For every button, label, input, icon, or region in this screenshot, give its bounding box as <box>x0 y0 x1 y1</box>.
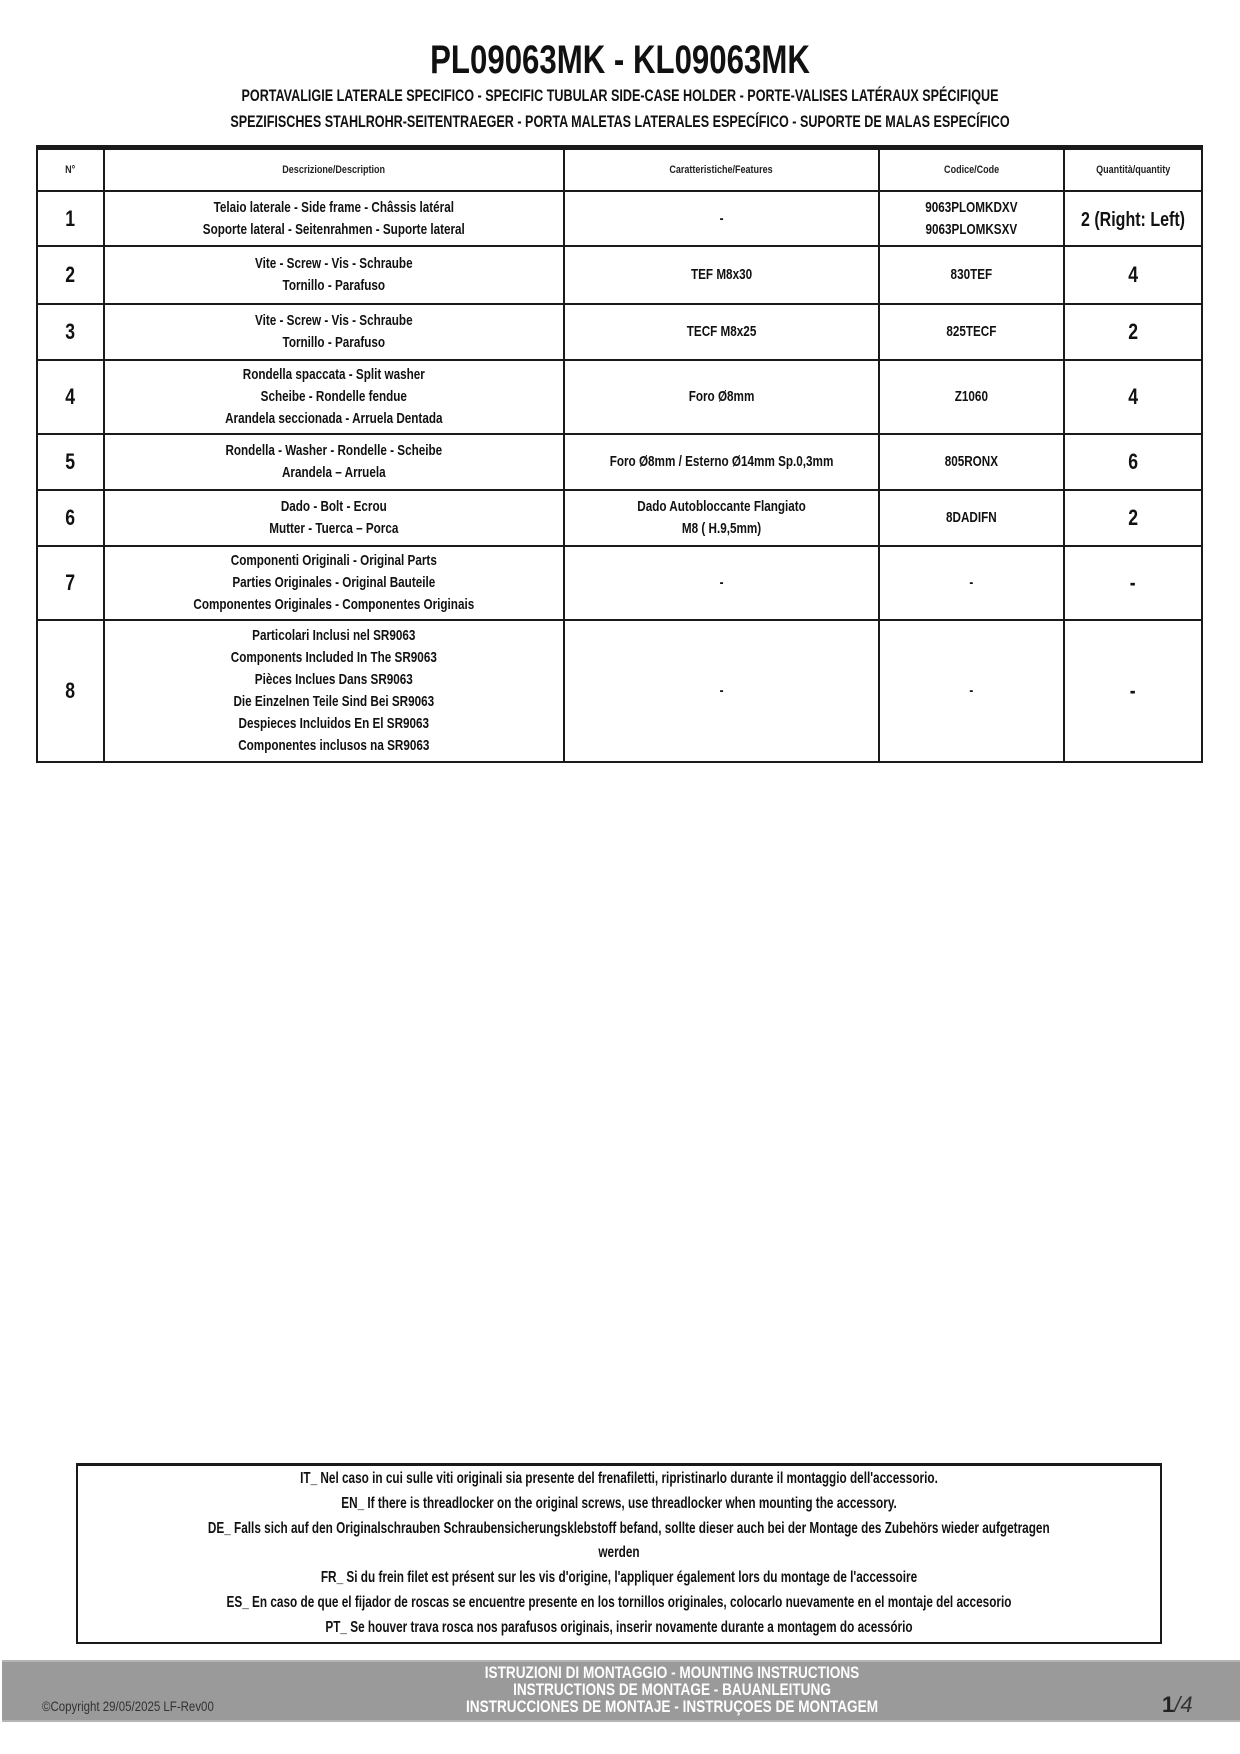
cell-description <box>104 360 564 434</box>
table-row <box>37 191 1202 246</box>
table-row <box>37 246 1202 304</box>
code-line: 805RONX <box>944 453 998 470</box>
description-line: Pièces Inclues Dans SR9063 <box>254 671 413 688</box>
table-row <box>37 304 1202 360</box>
table-row <box>37 490 1202 546</box>
document-subtitle-2: SPEZIFISCHES STAHLROHR-SEITENTRAEGER - PORTA MALETAS LATERALES ESPECÍFICO - SUPORTE DE MALAS ESPECÍFICO <box>230 112 1010 131</box>
note-de: DE_ Falls sich auf den Originalschrauben Schraubensicherungsklebstoff befand, sollte dieser auch bei der Montage des Zubehörs wieder aufgetragen <box>207 1520 1050 1537</box>
description-line: Dado - Bolt - Ecrou <box>280 498 387 515</box>
table-header-row <box>37 148 1202 192</box>
note-pt: PT_ Se houver trava rosca nos parafusos originais, inserir novamente durante a montagem do acessório <box>325 1619 913 1636</box>
page-number <box>1162 1692 1193 1718</box>
cell-quantity <box>1064 490 1202 546</box>
cell-code <box>879 360 1064 434</box>
cell-quantity <box>1064 246 1202 304</box>
description-line: Tornillo - Parafuso <box>282 277 386 294</box>
cell-description <box>104 191 564 246</box>
cell-description <box>104 490 564 546</box>
note-it: IT_ Nel caso in cui sulle viti originali sia presente del frenafiletti, ripristinarlo durante il montaggio dell'accessorio. <box>300 1470 938 1487</box>
note-es: ES_ En caso de que el fijador de roscas se encuentre presente en los tornillos originales, colocarlo nuevamente en el montaje del accesorio <box>226 1594 1012 1611</box>
table-row <box>37 620 1202 762</box>
description-line: Mutter - Tuerca – Porca <box>269 520 399 537</box>
cell-num <box>37 620 104 762</box>
item-number: 6 <box>65 505 76 530</box>
header-quantity: Quantità/quantity <box>1064 148 1202 192</box>
item-number: 4 <box>65 384 76 409</box>
page-current: 1 <box>1162 1692 1175 1717</box>
description-line: Rondella - Washer - Rondelle - Scheibe <box>225 442 443 459</box>
cell-code <box>879 191 1064 246</box>
cell-quantity <box>1064 434 1202 490</box>
description-line: Telaio laterale - Side frame - Châssis latéral <box>213 198 455 216</box>
cell-quantity <box>1064 546 1202 620</box>
description-line: Componenti Originali - Original Parts <box>230 552 437 569</box>
description-line: Arandela seccionada - Arruela Dentada <box>225 410 443 427</box>
description-line: Parties Originales - Original Bauteile <box>232 574 436 591</box>
cell-num <box>37 304 104 360</box>
item-number: 7 <box>65 570 76 595</box>
features-line: Dado Autobloccante Flangiato <box>636 498 806 515</box>
description-line: Die Einzelnen Teile Sind Bei SR9063 <box>233 693 435 710</box>
description-line: Particolari Inclusi nel SR9063 <box>252 627 416 644</box>
cell-description <box>104 620 564 762</box>
cell-quantity <box>1064 304 1202 360</box>
description-line: Tornillo - Parafuso <box>282 334 386 351</box>
item-quantity: 2 <box>1127 505 1138 530</box>
cell-features <box>564 304 879 360</box>
cell-description <box>104 304 564 360</box>
features-line: TEF M8x30 <box>690 266 752 283</box>
table-row <box>37 434 1202 490</box>
copyright-text: ©Copyright 29/05/2025 LF-Rev00 <box>42 1698 214 1714</box>
parts-table-body <box>37 191 1202 762</box>
code-line: 8DADIFN <box>945 509 997 526</box>
code-line: Z1060 <box>954 388 988 405</box>
description-line: Components Included In The SR9063 <box>230 649 437 666</box>
code-line: - <box>969 682 974 699</box>
cell-num <box>37 546 104 620</box>
cell-description <box>104 246 564 304</box>
footer-title-1: ISTRUZIONI DI MONTAGGIO - MOUNTING INSTRUCTIONS <box>484 1663 860 1682</box>
item-quantity: 2 (Right: Left) <box>1080 208 1185 231</box>
code-line: 9063PLOMKDXV <box>925 198 1018 216</box>
header-description: Descrizione/Description <box>104 148 564 192</box>
description-line: Scheibe - Rondelle fendue <box>260 388 408 405</box>
cell-features <box>564 246 879 304</box>
item-number: 5 <box>65 449 76 474</box>
code-line: 830TEF <box>950 266 993 283</box>
table-row <box>37 360 1202 434</box>
cell-features <box>564 490 879 546</box>
cell-code <box>879 620 1064 762</box>
description-line: Componentes Originales - Componentes Originais <box>193 596 475 613</box>
header-num: N° <box>37 148 104 192</box>
document-header <box>0 38 1240 134</box>
description-line: Despieces Incluidos En El SR9063 <box>238 715 430 732</box>
page-total: /4 <box>1174 1692 1193 1717</box>
features-line: Foro Ø8mm <box>688 388 755 405</box>
cell-code <box>879 490 1064 546</box>
features-line: - <box>719 682 724 699</box>
note-de-continued: werden <box>598 1544 640 1561</box>
features-line: Foro Ø8mm / Esterno Ø14mm Sp.0,3mm <box>609 453 834 470</box>
cell-features <box>564 191 879 246</box>
description-line: Arandela – Arruela <box>282 464 386 481</box>
footer-title-2: INSTRUCTIONS DE MONTAGE - BAUANLEITUNG <box>513 1680 831 1699</box>
item-number: 8 <box>65 678 76 703</box>
item-quantity: - <box>1129 570 1136 595</box>
cell-quantity <box>1064 191 1202 246</box>
item-number: 2 <box>65 262 76 287</box>
features-line: TECF M8x25 <box>686 323 757 340</box>
item-quantity: 2 <box>1127 319 1138 344</box>
cell-features <box>564 434 879 490</box>
item-quantity: 4 <box>1127 262 1138 287</box>
features-line: - <box>719 574 724 591</box>
cell-code <box>879 304 1064 360</box>
description-line: Vite - Screw - Vis - Schraube <box>255 255 413 272</box>
code-line: 9063PLOMKSXV <box>925 220 1018 238</box>
cell-code <box>879 546 1064 620</box>
document-subtitle-1: PORTAVALIGIE LATERALE SPECIFICO - SPECIFIC TUBULAR SIDE-CASE HOLDER - PORTE-VALISES LATÉRAUX SPÉCIFIQUE <box>241 86 999 105</box>
table-row <box>37 546 1202 620</box>
note-fr: FR_ Si du frein filet est présent sur les vis d'origine, l'appliquer également lors du montage de l'accessoire <box>320 1569 918 1586</box>
code-line: 825TECF <box>946 323 997 340</box>
cell-quantity <box>1064 360 1202 434</box>
item-number: 1 <box>65 205 76 231</box>
description-line: Rondella spaccata - Split washer <box>242 366 425 383</box>
cell-code <box>879 246 1064 304</box>
description-line: Vite - Screw - Vis - Schraube <box>255 312 413 329</box>
note-en: EN_ If there is threadlocker on the original screws, use threadlocker when mounting the accessory. <box>341 1495 897 1512</box>
item-number: 3 <box>65 319 76 344</box>
header-features: Caratteristiche/Features <box>564 148 879 192</box>
threadlocker-notes <box>76 1463 1162 1644</box>
code-line: - <box>969 574 974 591</box>
cell-code <box>879 434 1064 490</box>
cell-features <box>564 620 879 762</box>
item-quantity: - <box>1129 678 1136 703</box>
cell-description <box>104 546 564 620</box>
cell-num <box>37 191 104 246</box>
document-title: PL09063MK - KL09063MK <box>430 38 810 82</box>
cell-features <box>564 546 879 620</box>
cell-num <box>37 360 104 434</box>
cell-num <box>37 434 104 490</box>
cell-features <box>564 360 879 434</box>
features-line: - <box>719 209 724 227</box>
item-quantity: 6 <box>1127 449 1138 474</box>
description-line: Soporte lateral - Seitenrahmen - Suporte lateral <box>202 220 465 238</box>
features-line: M8 ( H.9,5mm) <box>681 520 761 537</box>
item-quantity: 4 <box>1127 384 1138 409</box>
footer-bar <box>2 1660 1240 1722</box>
cell-num <box>37 246 104 304</box>
cell-num <box>37 490 104 546</box>
footer-titles <box>382 1664 962 1715</box>
cell-description <box>104 434 564 490</box>
footer-title-3: INSTRUCCIONES DE MONTAJE - INSTRUÇOES DE MONTAGEM <box>465 1697 879 1716</box>
cell-quantity <box>1064 620 1202 762</box>
header-code: Codice/Code <box>879 148 1064 192</box>
description-line: Componentes inclusos na SR9063 <box>238 737 430 754</box>
parts-table <box>36 145 1203 763</box>
